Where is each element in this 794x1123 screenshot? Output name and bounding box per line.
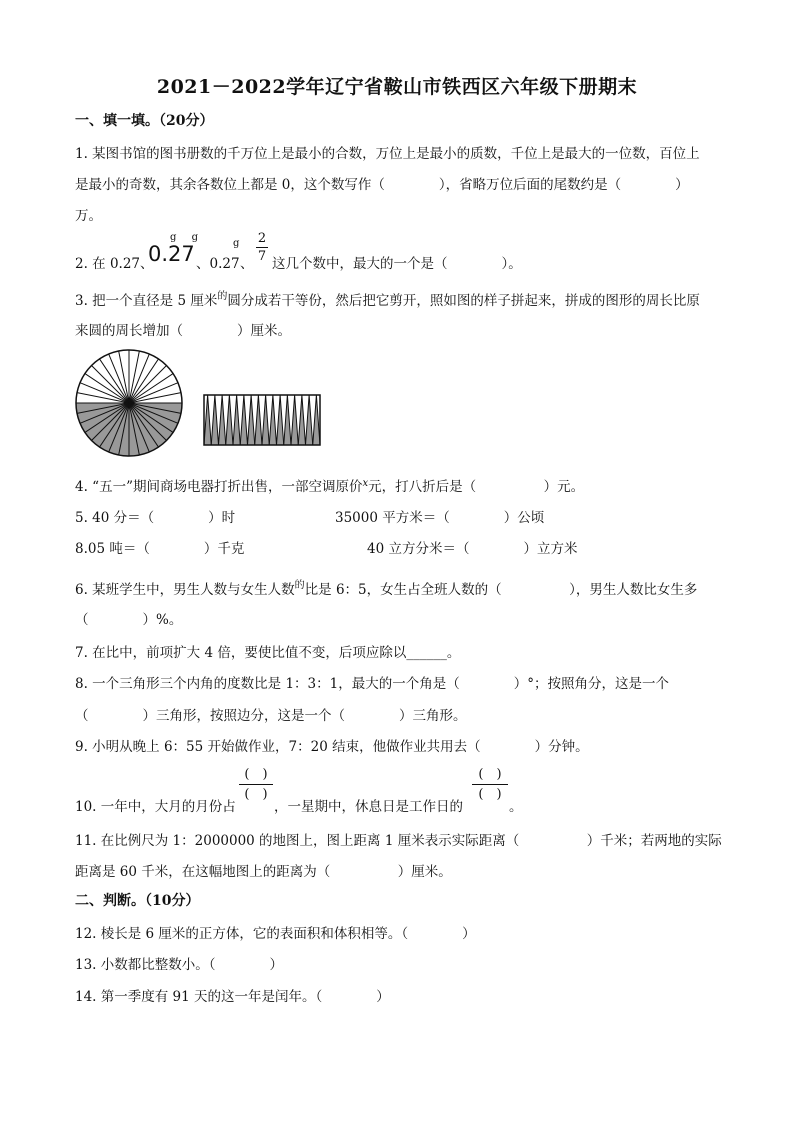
sector-tooth — [204, 395, 211, 445]
q8-line2: （ ）三角形，按照边分，这是一个（ ）三角形。 — [75, 708, 467, 724]
q2-fraction — [256, 232, 268, 263]
section-heading-fill: 一、填一填。（20分） — [75, 113, 214, 129]
q3-mark: 的 — [217, 291, 228, 302]
q9-text: 9. 小明从晚上 6：55 开始做作业，7：20 结束，他做作业共用去（ ）分钟。 — [75, 739, 589, 755]
sector-tooth — [284, 395, 291, 445]
sector-tooth — [262, 395, 269, 445]
sector-tooth — [248, 395, 255, 445]
section-heading-judge: 二、判断。（10分） — [75, 893, 200, 909]
q3-line1-a: 3. 把一个直径是 5 厘米 — [75, 293, 218, 309]
q5-d: 40 立方分米＝（ ）立方米 — [367, 541, 578, 557]
circle-spoke — [92, 366, 129, 403]
q12-text: 12. 棱长是 6 厘米的正方体，它的表面积和体积相等。（ ） — [75, 926, 476, 942]
rearranged-sectors-figure — [203, 394, 321, 446]
q8-line1: 8. 一个三角形三个内角的度数比是 1：3：1，最大的一个角是（ ）°；按照角分，这是一个 — [75, 676, 669, 692]
q6-mark: 的 — [294, 580, 305, 591]
q1-line2: 是最小的奇数，其余各数位上都是 0，这个数写作（ ），省略万位后面的尾数约是（ ） — [75, 177, 689, 193]
q2-repeating-decimal: 0.27 — [148, 242, 195, 266]
q11-line2: 距离是 60 千米，在这幅地图上的距离为（ ）厘米。 — [75, 864, 452, 880]
sector-tooth — [306, 395, 313, 445]
q4-mark: x — [362, 478, 369, 489]
q1-line3: 万。 — [75, 208, 102, 224]
q2-repeat-dot: g — [233, 238, 240, 249]
q4-text — [75, 475, 584, 495]
q6-line2: （ ）%。 — [75, 612, 183, 628]
q10-fraction-1 — [239, 768, 273, 801]
q2-frac-den: 7 — [257, 249, 267, 264]
q5-b: 35000 平方米＝（ ）公顷 — [335, 510, 545, 526]
sector-tooth — [277, 395, 284, 445]
q6-line1-a: 6. 某班学生中，男生人数与女生人数 — [75, 582, 295, 598]
circle-spoke — [129, 366, 166, 403]
q10-frac2-den: ( ) — [478, 787, 502, 802]
q10-text1: 10. 一年中，大月的月份占 — [75, 799, 236, 815]
q10-frac1-den: ( ) — [244, 787, 268, 802]
sector-tooth — [219, 395, 226, 445]
sector-tooth — [211, 395, 218, 445]
sector-tooth — [233, 395, 240, 445]
sector-tooth — [298, 395, 305, 445]
q6-line1 — [75, 576, 697, 598]
q10-text2: ，一星期中，休息日是工作日的 — [274, 799, 463, 815]
q1-line1: 1. 某图书馆的图书册数的千万位上是最小的合数，万位上是最小的质数，千位上是最大的一位数，百位上 — [75, 146, 700, 162]
q10-frac1-num: ( ) — [244, 767, 268, 782]
q3-line2: 来圆的周长增加（ ）厘米。 — [75, 323, 291, 339]
circle-sector-figure — [73, 347, 185, 459]
q4-text-a: 4. “五一”期间商场电器打折出售，一部空调原价 — [75, 479, 363, 495]
q3-line1-b: 圆分成若干等份，然后把它剪开，照如图的样子拼起来，拼成的图形的周长比原 — [227, 293, 700, 309]
q10-fraction-2 — [472, 768, 508, 801]
q2-mid: 、0.27 — [196, 256, 240, 272]
sector-tooth — [255, 395, 262, 445]
q7-text: 7. 在比中，前项扩大 4 倍，要使比值不变，后项应除以______。 — [75, 645, 461, 661]
q3-line1 — [75, 287, 700, 309]
sector-tooth — [313, 395, 320, 445]
q14-text: 14. 第一季度有 91 天的这一年是闰年。（ ） — [75, 989, 390, 1005]
q11-line1: 11. 在比例尺为 1：2000000 的地图上，图上距离 1 厘米表示实际距离（ ）千米；若两地的实际 — [75, 833, 722, 849]
q13-text: 13. 小数都比整数小。（ ） — [75, 957, 284, 973]
q10-frac2-num: ( ) — [478, 767, 502, 782]
page-title: 2021－2022学年辽宁省鞍山市铁西区六年级下册期末 — [156, 76, 638, 98]
q2-sep: 、 — [240, 256, 254, 272]
q2-frac-num: 2 — [257, 231, 267, 246]
q5-a: 5. 40 分＝（ ）时 — [75, 510, 236, 526]
q5-c: 8.05 吨＝（ ）千克 — [75, 541, 245, 557]
sector-tooth — [269, 395, 276, 445]
q6-line1-b: 比是 6：5，女生占全班人数的（ ），男生人数比女生多 — [304, 582, 698, 598]
q10-text3: 。 — [509, 799, 523, 815]
sector-tooth — [291, 395, 298, 445]
sector-tooth — [240, 395, 247, 445]
q2-prefix: 2. 在 0.27、 — [75, 256, 154, 272]
q4-text-b: 元，打八折后是（ ）元。 — [368, 479, 585, 495]
q2-suffix: 这几个数中，最大的一个是（ ）。 — [272, 256, 522, 272]
q2-repeat-dots: g g — [170, 232, 204, 243]
sector-tooth — [226, 395, 233, 445]
